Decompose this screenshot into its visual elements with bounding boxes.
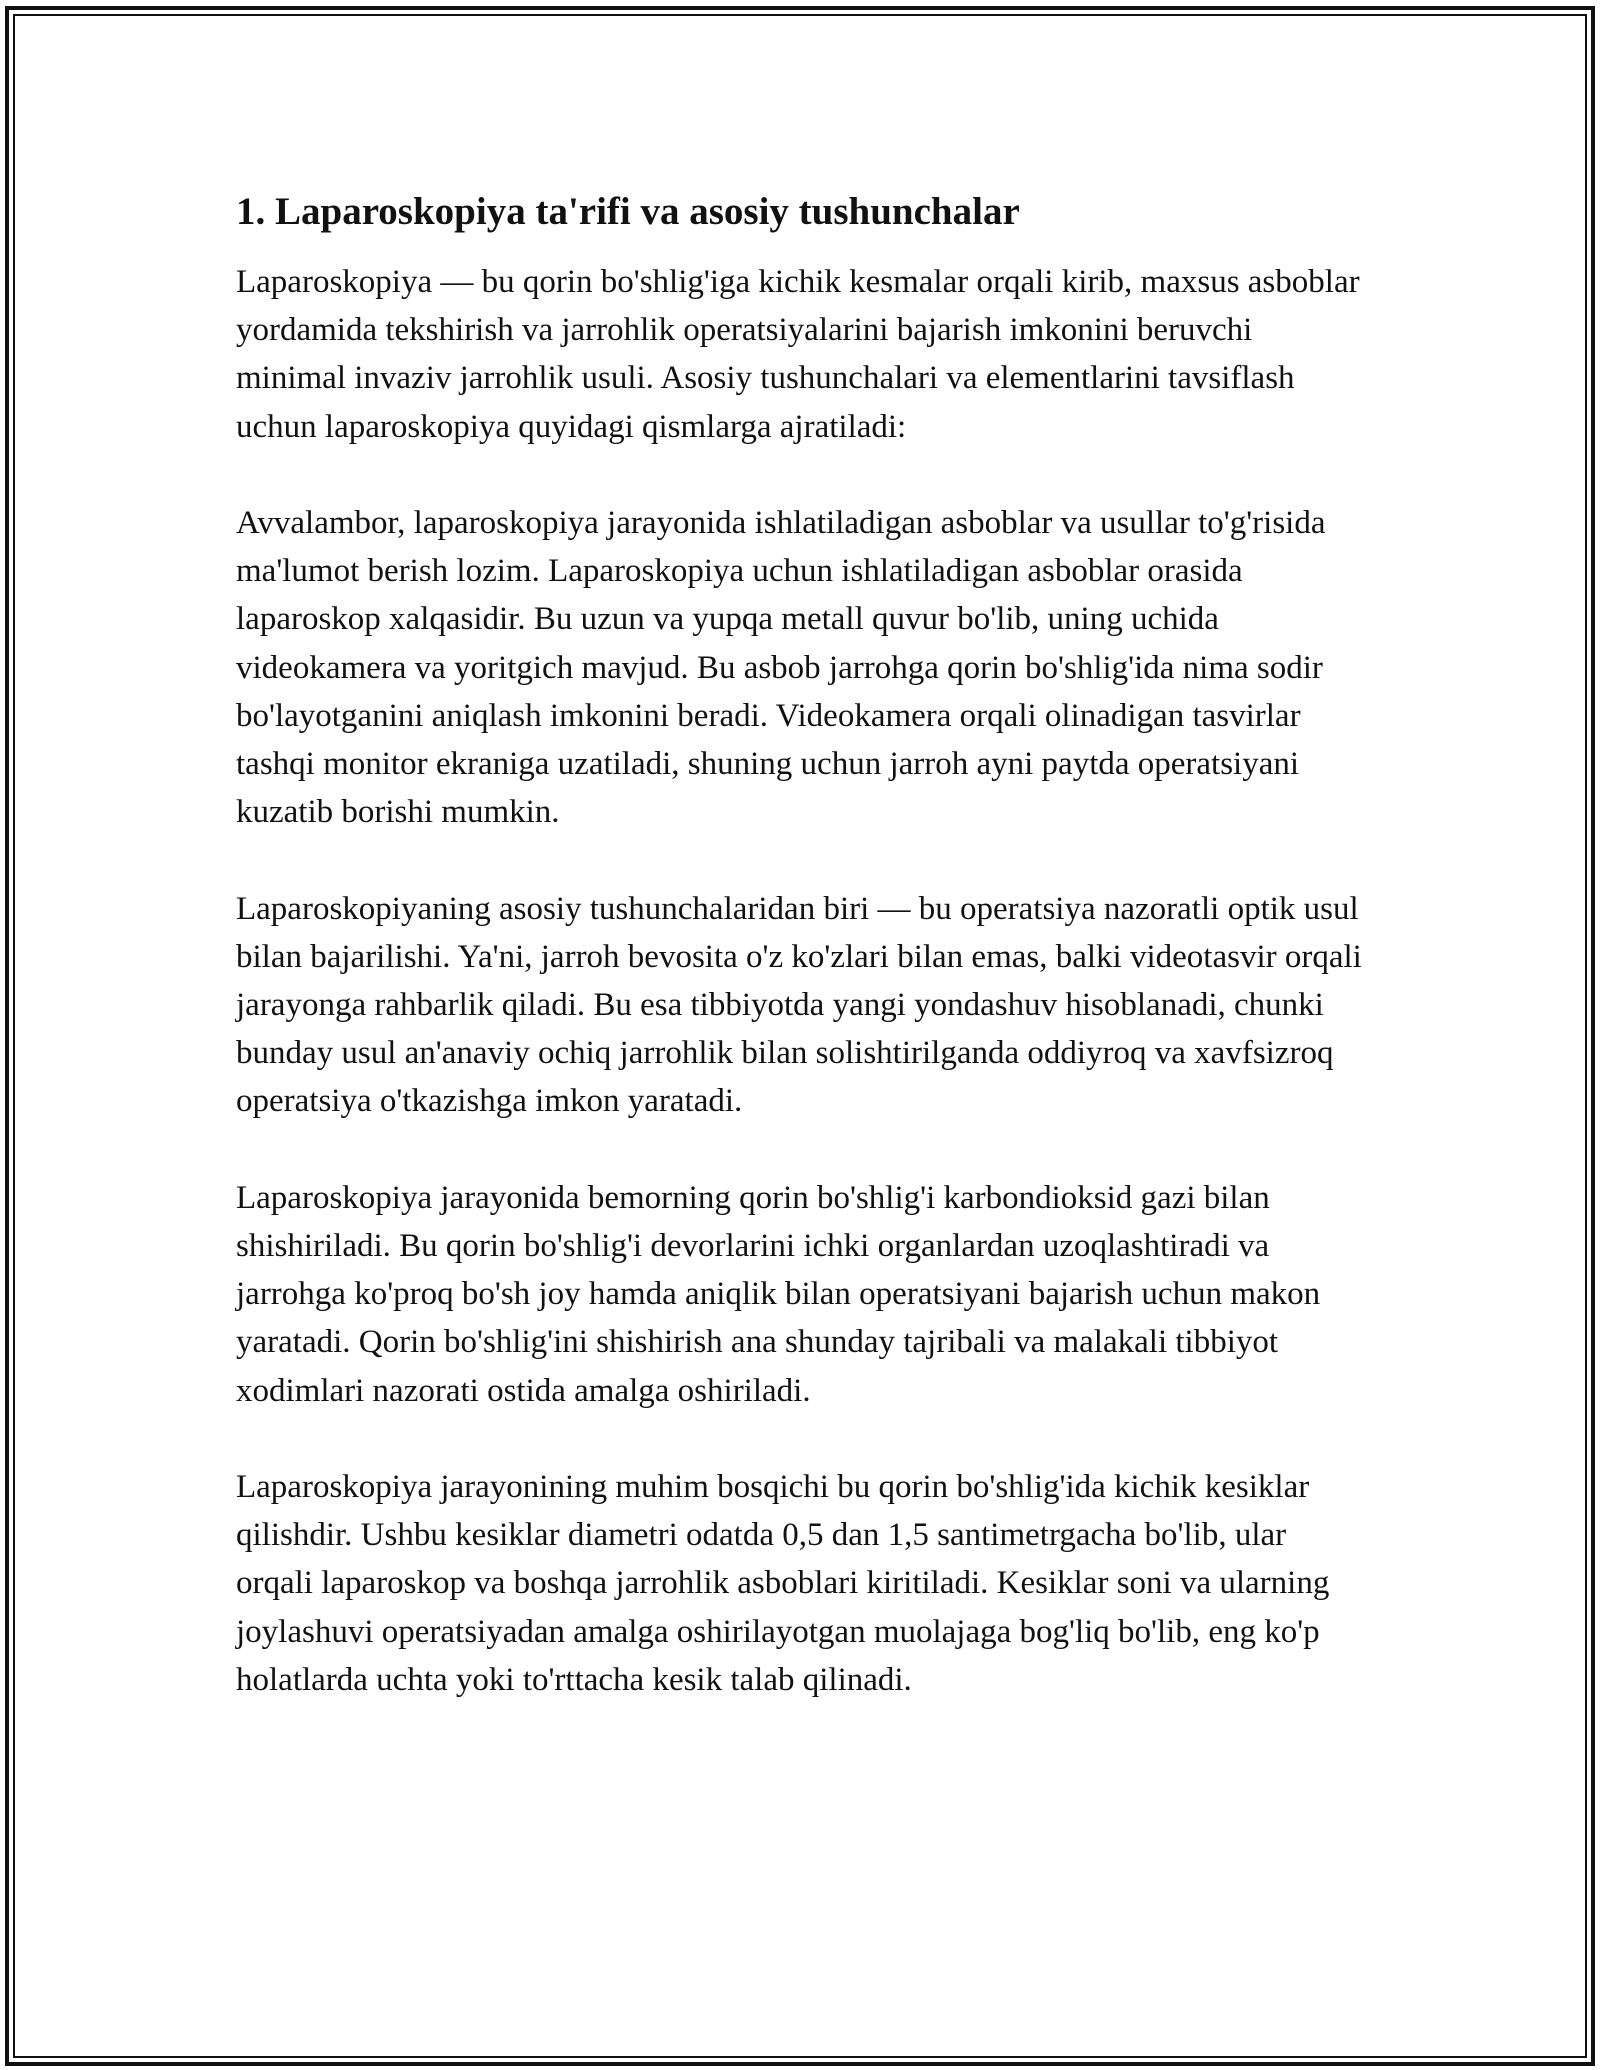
paragraph-incisions: Laparoskopiya jarayonining muhim bosqichi bu qorin bo'shlig'ida kichik kesiklar qilishdir. Ushbu kesiklar diametri odatda 0,5 dan 1,5 santimetrgacha bo'lib, ular orqali laparoskop va boshqa jarrohlik asboblari kiritiladi. Kesiklar soni va ularning joylashuvi operatsiyadan amalga oshirilayotgan muolajaga bog'liq bo'lib, eng ko'p holatlarda uchta yoki to'rttacha kesik talab qilinadi. bbox=[236, 1469, 1330, 1698]
paragraph-instruments: Avvalambor, laparoskopiya jarayonida ishlatiladigan asboblar va usullar to'g'risida ma'lumot berish lozim. Laparoskopiya uchun ishlatiladigan asboblar orasida laparoskop xalqasidir. Bu uzun va yupqa metall quvur bo'lib, uning uchida videokamera va yoritgich mavjud. Bu asbob jarrohga qorin bo'shlig'ida nima sodir bo'layotganini aniqlash imkonini beradi. Videokamera orqali olinadigan tasvirlar tashqi monitor ekraniga uzatiladi, shuning uchun jarroh ayni paytda operatsiyani kuzatib borishi mumkin. bbox=[236, 505, 1326, 831]
page-title: 1. Laparoskopiya ta'rifi va asosiy tushunchalar bbox=[236, 190, 1020, 233]
paragraph-definition: Laparoskopiya — bu qorin bo'shlig'iga kichik kesmalar orqali kirib, maxsus asboblar yordamida tekshirish va jarrohlik operatsiyalarini bajarish imkonini beruvchi minimal invaziv jarrohlik usuli. Asosiy tushunchalari va elementlarini tavsiflash uchun laparoskopiya quyidagi qismlarga ajratiladi: bbox=[236, 264, 1360, 445]
paragraph-optical-control: Laparoskopiyaning asosiy tushunchalaridan biri — bu operatsiya nazoratli optik usul bilan bajarilishi. Ya'ni, jarroh bevosita o'z ko'zlari bilan emas, balki videotasvir orqali jarayonga rahbarlik qiladi. Bu esa tibbiyotda yangi yondashuv hisoblanadi, chunki bunday usul an'anaviy ochiq jarrohlik bilan solishtirilganda oddiyroq va xavfsizroq operatsiya o'tkazishga imkon yaratadi. bbox=[236, 890, 1362, 1120]
document-body bbox=[236, 186, 1366, 1752]
paragraph-insufflation: Laparoskopiya jarayonida bemorning qorin bo'shlig'i karbondioksid gazi bilan shishiriladi. Bu qorin bo'shlig'i devorlarini ichki organlardan uzoqlashtiradi va jarrohga ko'proq bo'sh joy hamda aniqlik bilan operatsiyani bajarish uchun makon yaratadi. Qorin bo'shlig'ini shishirish ana shunday tajribali va malakali tibbiyot xodimlari nazorati ostida amalga oshiriladi. bbox=[236, 1179, 1321, 1409]
